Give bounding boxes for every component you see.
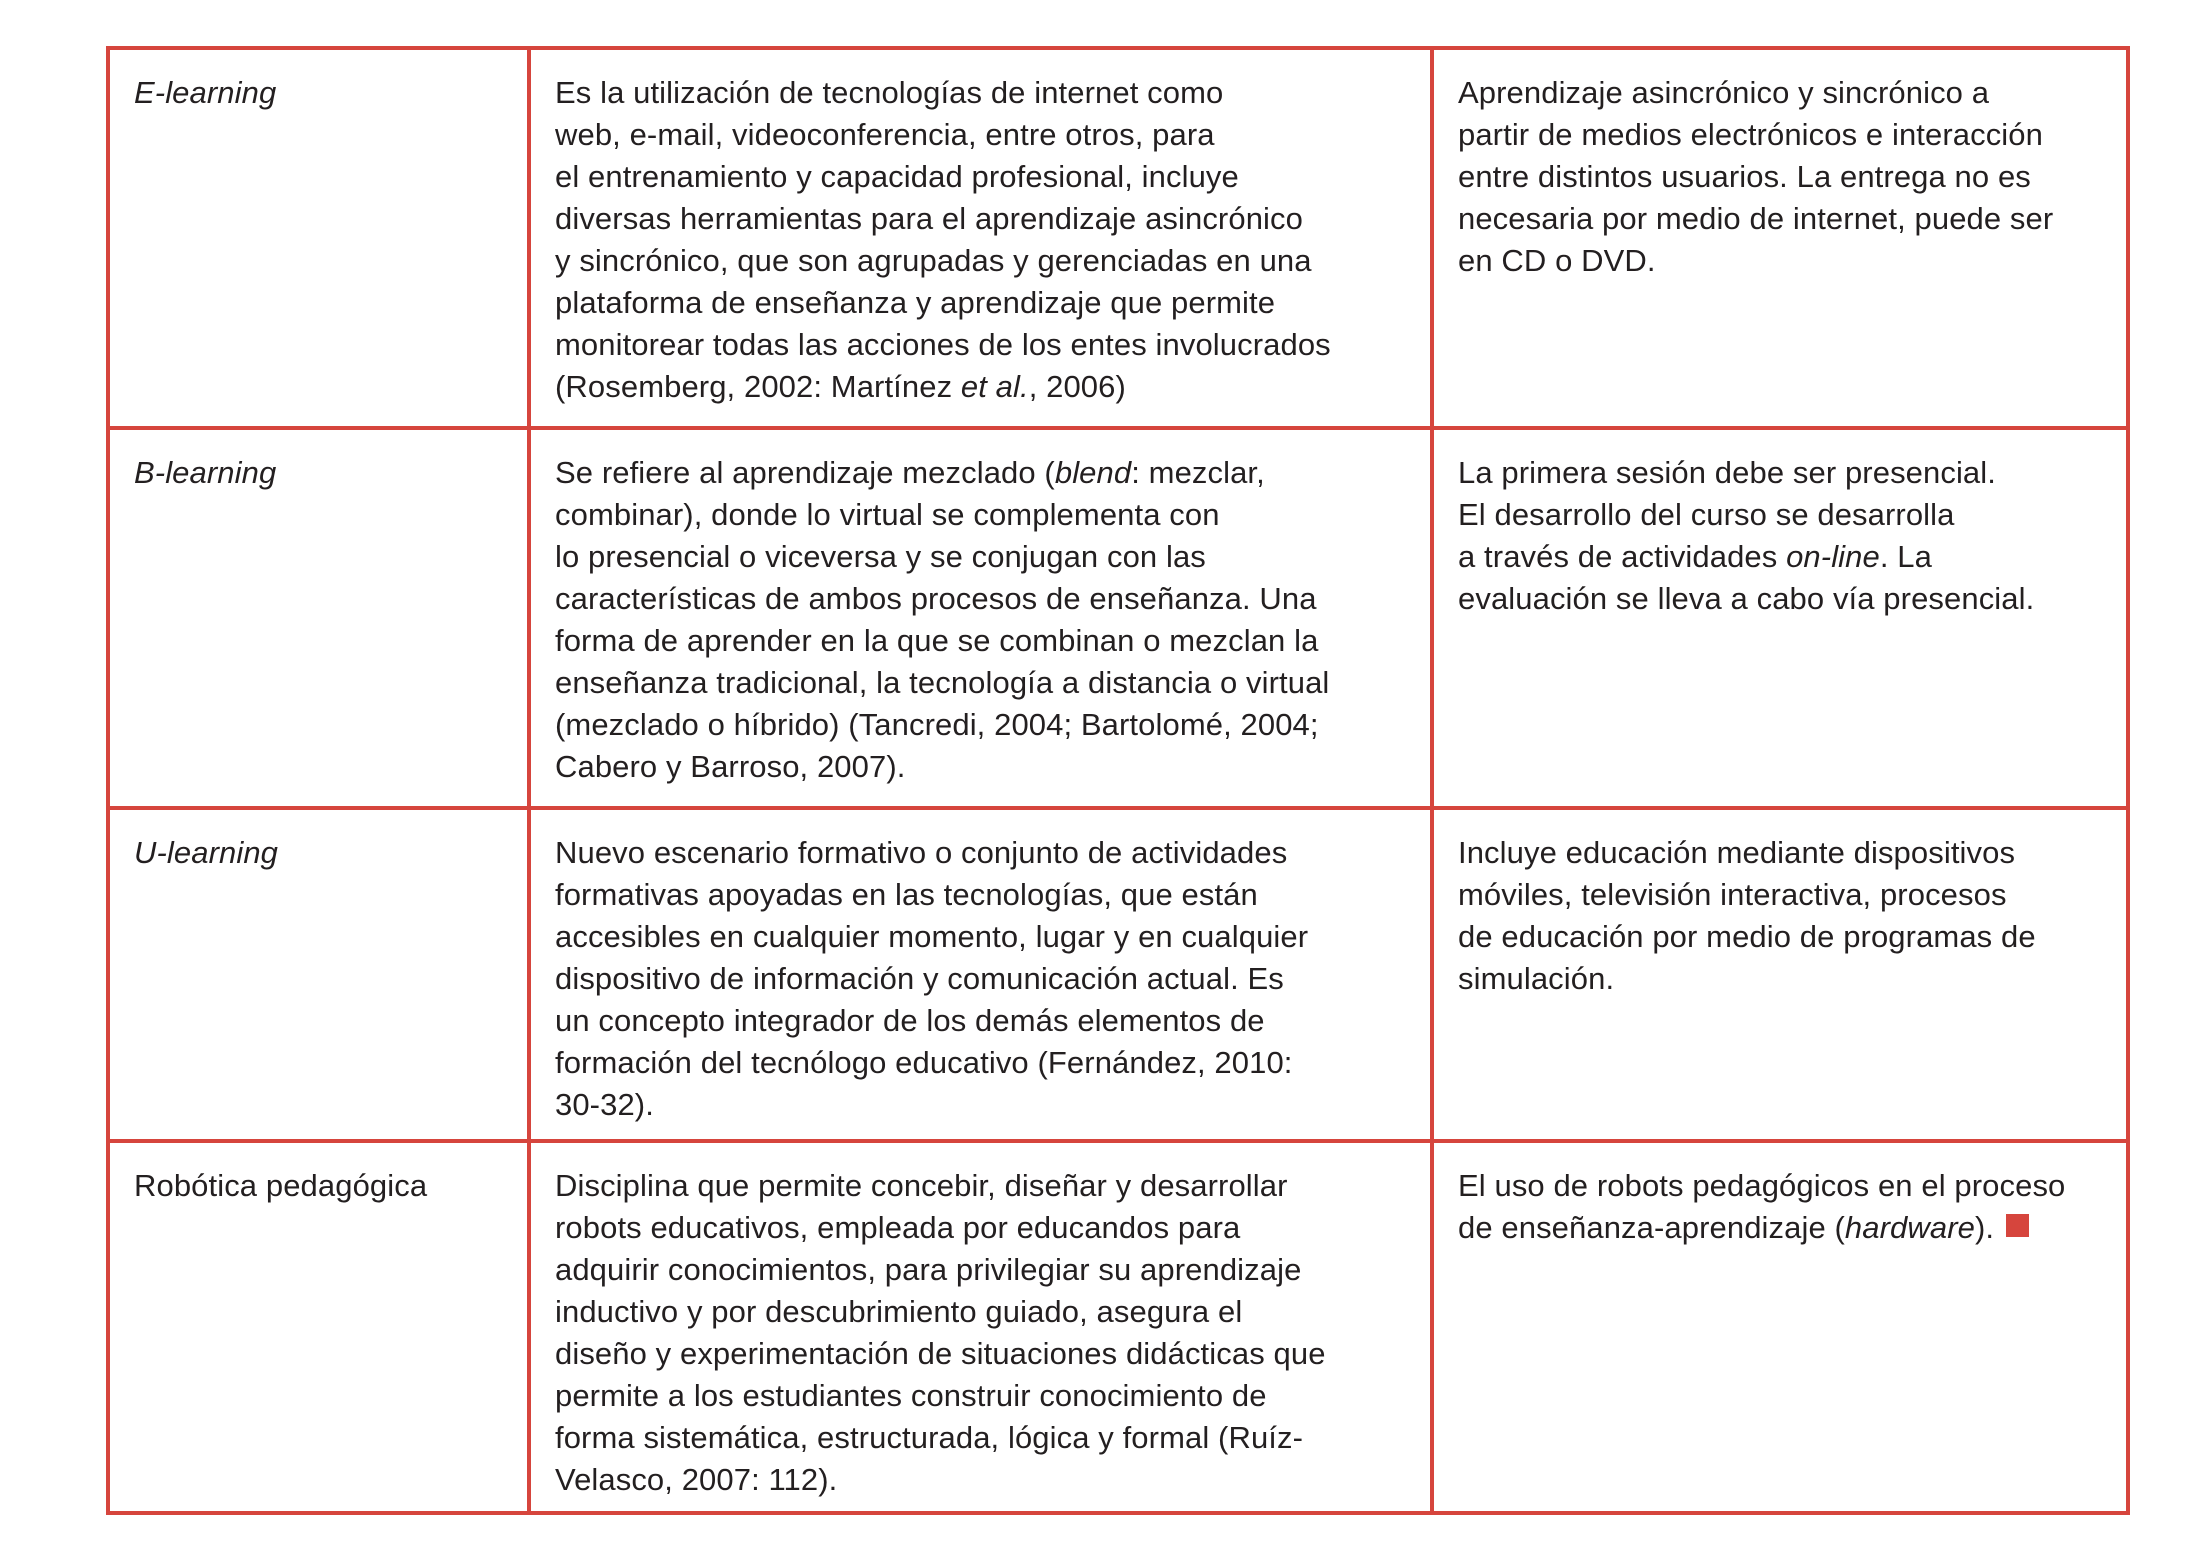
definition-line xyxy=(555,704,1410,746)
term-cell xyxy=(108,1141,529,1513)
term-label: U-learning xyxy=(134,835,279,870)
text-run: inductivo y por descubrimiento guiado, asegura el xyxy=(555,1294,1243,1329)
definition-line xyxy=(555,832,1410,874)
text-run: combinar), donde lo virtual se complementa con xyxy=(555,497,1220,532)
text-run: adquirir conocimientos, para privilegiar su aprendizaje xyxy=(555,1252,1302,1287)
text-run: enseñanza tradicional, la tecnología a distancia o virtual xyxy=(555,665,1330,700)
text-run: Incluye educación mediante dispositivos xyxy=(1458,835,2016,870)
definition-line xyxy=(555,958,1410,1000)
definition-line xyxy=(555,452,1410,494)
text-run: forma de aprender en la que se combinan o mezclan la xyxy=(555,623,1319,658)
text-run: Nuevo escenario formativo o conjunto de actividades xyxy=(555,835,1288,870)
characteristic-line xyxy=(1458,832,2106,874)
text-run: web, e-mail, videoconferencia, entre otros, para xyxy=(555,117,1215,152)
definition-line xyxy=(555,1249,1410,1291)
definition-line xyxy=(555,1165,1410,1207)
definition-line xyxy=(555,536,1410,578)
term-cell xyxy=(108,428,529,808)
text-run: partir de medios electrónicos e interacción xyxy=(1458,117,2043,152)
italic-text: hardware xyxy=(1844,1210,1975,1245)
text-run: Disciplina que permite concebir, diseñar y desarrollar xyxy=(555,1168,1288,1203)
text-run: ). xyxy=(1974,1210,1995,1245)
text-run: Es la utilización de tecnologías de internet como xyxy=(555,75,1224,110)
definition-line xyxy=(555,114,1410,156)
definition-line xyxy=(555,282,1410,324)
definition-line xyxy=(555,240,1410,282)
text-run: diversas herramientas para el aprendizaje asincrónico xyxy=(555,201,1303,236)
text-run: permite a los estudiantes construir conocimiento de xyxy=(555,1378,1267,1413)
characteristic-line xyxy=(1458,578,2106,620)
text-run: : mezclar, xyxy=(1131,455,1265,490)
italic-text: blend xyxy=(1054,455,1132,490)
text-run: monitorear todas las acciones de los entes involucrados xyxy=(555,327,1331,362)
term-label: E-learning xyxy=(134,75,277,110)
definition-line xyxy=(555,1459,1410,1501)
concepts-table xyxy=(106,46,2130,1515)
text-run: lo presencial o viceversa y se conjugan con las xyxy=(555,539,1206,574)
characteristics-cell xyxy=(1432,1141,2128,1513)
definition-cell xyxy=(529,428,1432,808)
text-run: diseño y experimentación de situaciones didácticas que xyxy=(555,1336,1326,1371)
definition-line xyxy=(555,1000,1410,1042)
text-run: a través de actividades xyxy=(1458,539,1787,574)
table-row xyxy=(108,48,2128,428)
definition-cell xyxy=(529,48,1432,428)
table-row xyxy=(108,808,2128,1141)
text-run: necesaria por medio de internet, puede ser xyxy=(1458,201,2054,236)
text-run: plataforma de enseñanza y aprendizaje que permite xyxy=(555,285,1276,320)
definition-line xyxy=(555,1417,1410,1459)
text-run: forma sistemática, estructurada, lógica y formal (Ruíz- xyxy=(555,1420,1304,1455)
text-run: en CD o DVD. xyxy=(1458,243,1656,278)
characteristics-cell xyxy=(1432,428,2128,808)
text-run: formación del tecnólogo educativo (Fernández, 2010: xyxy=(555,1045,1293,1080)
text-run: el entrenamiento y capacidad profesional, incluye xyxy=(555,159,1239,194)
characteristic-line xyxy=(1458,916,2106,958)
text-run: El uso de robots pedagógicos en el proceso xyxy=(1458,1168,2066,1203)
characteristic-line xyxy=(1458,72,2106,114)
text-run: . La xyxy=(1879,539,1932,574)
text-run: robots educativos, empleada por educandos para xyxy=(555,1210,1241,1245)
term-label: Robótica pedagógica xyxy=(134,1168,428,1203)
text-run: (Rosemberg, 2002: Martínez xyxy=(555,369,961,404)
term-cell xyxy=(108,808,529,1141)
text-run: evaluación se lleva a cabo vía presencial. xyxy=(1458,581,2035,616)
definition-line xyxy=(555,1207,1410,1249)
definition-line xyxy=(555,578,1410,620)
text-run: formativas apoyadas en las tecnologías, que están xyxy=(555,877,1258,912)
definition-line xyxy=(555,662,1410,704)
text-run: simulación. xyxy=(1458,961,1615,996)
characteristic-line xyxy=(1458,1165,2106,1207)
characteristic-line xyxy=(1458,494,2106,536)
definition-line xyxy=(555,72,1410,114)
definition-line xyxy=(555,1291,1410,1333)
text-run: La primera sesión debe ser presencial. xyxy=(1458,455,1996,490)
characteristic-line xyxy=(1458,240,2106,282)
characteristic-line xyxy=(1458,198,2106,240)
definition-cell xyxy=(529,808,1432,1141)
text-run: El desarrollo del curso se desarrolla xyxy=(1458,497,1955,532)
text-run: , 2006) xyxy=(1028,369,1126,404)
term-cell xyxy=(108,48,529,428)
italic-text: on-line xyxy=(1786,539,1880,574)
characteristic-line xyxy=(1458,874,2106,916)
text-run: Cabero y Barroso, 2007). xyxy=(555,749,906,784)
definition-cell xyxy=(529,1141,1432,1513)
definition-line xyxy=(555,916,1410,958)
text-run: Se refiere al aprendizaje mezclado ( xyxy=(555,455,1055,490)
definition-line xyxy=(555,156,1410,198)
characteristics-cell xyxy=(1432,808,2128,1141)
characteristic-line xyxy=(1458,536,2106,578)
text-run: 30-32). xyxy=(555,1087,654,1122)
text-run: móviles, televisión interactiva, procesos xyxy=(1458,877,2007,912)
characteristic-line xyxy=(1458,1207,2106,1249)
table-row xyxy=(108,1141,2128,1513)
definition-line xyxy=(555,198,1410,240)
text-run: dispositivo de información y comunicación actual. Es xyxy=(555,961,1284,996)
text-run: un concepto integrador de los demás elementos de xyxy=(555,1003,1265,1038)
text-run: accesibles en cualquier momento, lugar y en cualquier xyxy=(555,919,1309,954)
text-run: (mezclado o híbrido) (Tancredi, 2004; Bartolomé, 2004; xyxy=(555,707,1319,742)
definition-line xyxy=(555,874,1410,916)
definition-line xyxy=(555,746,1410,788)
definition-line xyxy=(555,324,1410,366)
characteristic-line xyxy=(1458,452,2106,494)
characteristic-line xyxy=(1458,156,2106,198)
table-row xyxy=(108,428,2128,808)
characteristic-line xyxy=(1458,114,2106,156)
definition-line xyxy=(555,366,1410,408)
definition-line xyxy=(555,1333,1410,1375)
text-run: de educación por medio de programas de xyxy=(1458,919,2036,954)
term-label: B-learning xyxy=(134,455,277,490)
text-run: Velasco, 2007: 112). xyxy=(555,1462,838,1497)
text-run: características de ambos procesos de enseñanza. Una xyxy=(555,581,1317,616)
definition-line xyxy=(555,1042,1410,1084)
text-run: Aprendizaje asincrónico y sincrónico a xyxy=(1458,75,1990,110)
end-of-section-square-icon xyxy=(2006,1214,2029,1237)
definition-line xyxy=(555,1375,1410,1417)
characteristics-cell xyxy=(1432,48,2128,428)
text-run: y sincrónico, que son agrupadas y gerenciadas en una xyxy=(555,243,1312,278)
characteristic-line xyxy=(1458,958,2106,1000)
italic-text: et al. xyxy=(960,369,1029,404)
text-run: entre distintos usuarios. La entrega no es xyxy=(1458,159,2031,194)
text-run: de enseñanza-aprendizaje ( xyxy=(1458,1210,1845,1245)
definition-line xyxy=(555,620,1410,662)
definition-line xyxy=(555,494,1410,536)
definition-line xyxy=(555,1084,1410,1126)
